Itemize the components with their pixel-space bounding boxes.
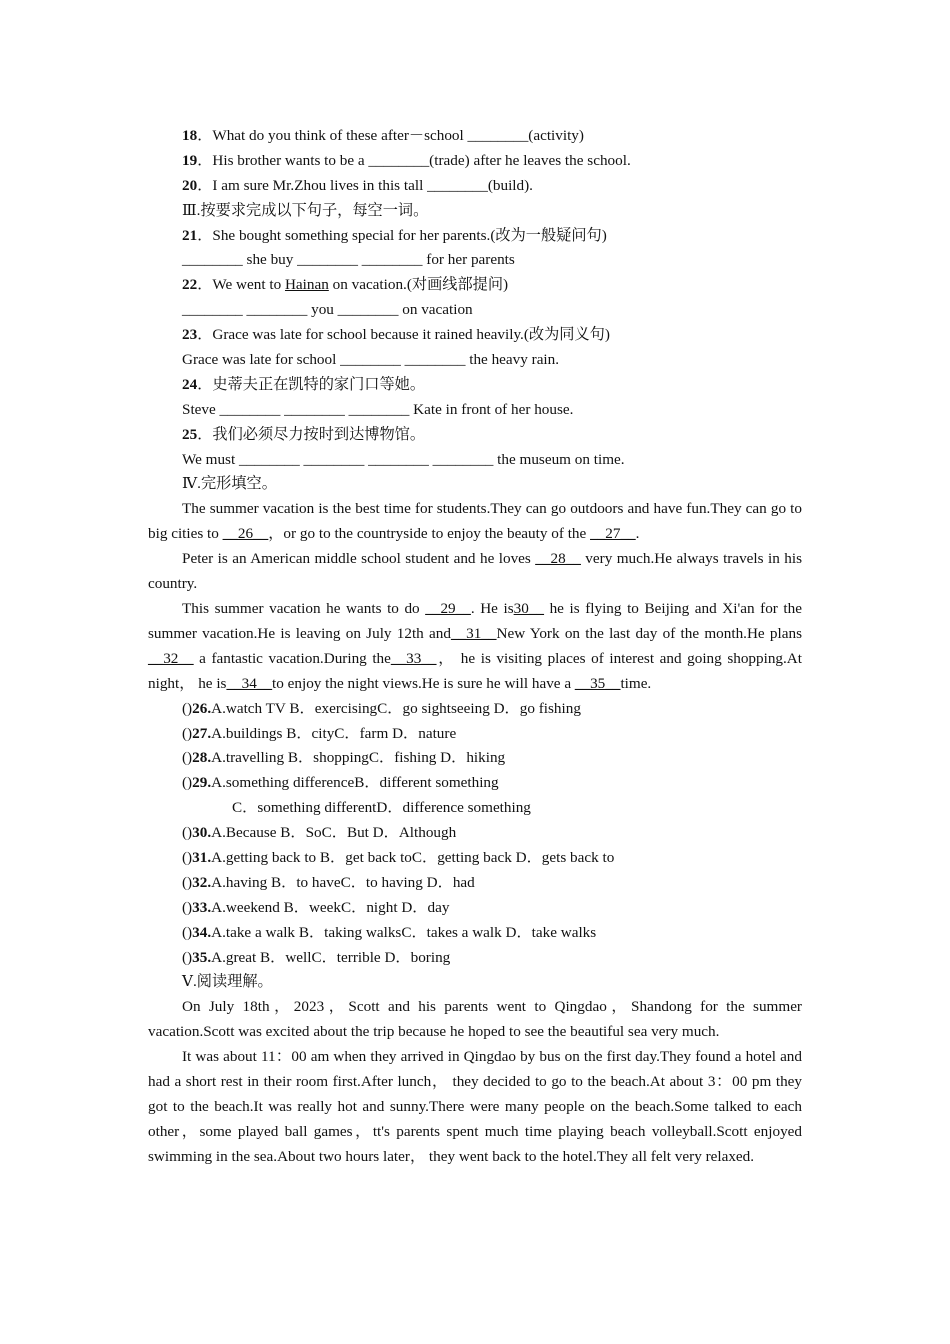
blank-34: __34__: [226, 674, 273, 692]
section-5-heading: Ⅴ.阅读理解。: [182, 973, 273, 991]
answer-line-23: Grace was late for school ________ ________ the heavy rain.: [182, 351, 560, 369]
section-3-heading: Ⅲ.按要求完成以下句子，每空一词。: [182, 201, 429, 219]
blank-30: 30__: [513, 599, 544, 617]
question-23: 23．Grace was late for school because it rained heavily.(改为同义句): [182, 326, 610, 344]
choice-26: ()26.A.watch TV B．exercisingC．go sightseeing D．go fishing: [182, 699, 581, 717]
question-19: 19．His brother wants to be a ________(trade) after he leaves the school.: [182, 151, 631, 169]
blank-33: __33__: [390, 649, 437, 667]
answer-line-24: Steve ________ ________ ________ Kate in front of her house.: [182, 400, 574, 418]
answer-line-21: ________ she buy ________ ________ for her parents: [182, 251, 515, 269]
choice-34: ()34.A.take a walk B．taking walksC．takes a walk D．take walks: [182, 923, 597, 941]
question-22: 22．We went to Hainan on vacation.(对画线部提问): [182, 276, 509, 294]
choice-33: ()33.A.weekend B．weekC．night D．day: [182, 898, 450, 916]
blank-27: __27__: [590, 525, 636, 543]
answer-line-25: We must ________ ________ ________ ________ the museum on time.: [182, 450, 625, 468]
cloze-paragraph-3: This summer vacation he wants to do __29__. He is30__ he is flying to Beijing and Xi'an for the summer vacation.He is leaving on July 12th and__31__New York on the last day of the month.He plans __32__ a fantastic vacation.During the__33__， he is visiting places of interest and going shopping.At night， he is__34__to enjoy the night views.He is sure he will have a __35__time.: [148, 599, 802, 692]
blank-28: __28__: [535, 550, 581, 568]
worksheet-page: [148, 124, 802, 1170]
question-18: 18．What do you think of these after－school ________(activity): [182, 127, 584, 144]
blank-35: __35__: [574, 674, 621, 692]
reading-paragraph-1: On July 18th，2023，Scott and his parents went to Qingdao，Shandong for the summer vacation.Scott was excited about the trip because he hoped to see the beautiful sea very much.: [148, 998, 802, 1041]
blank-29: __29__: [425, 599, 471, 617]
cloze-paragraph-2: Peter is an American middle school student and he loves __28__ very much.He always travels in his country.: [148, 550, 802, 593]
question-21: 21．She bought something special for her parents.(改为一般疑问句): [182, 226, 607, 244]
answer-line-22: ________ ________ you ________ on vacation: [182, 301, 473, 319]
blank-32: __32__: [148, 649, 194, 667]
choice-28: ()28.A.travelling B．shoppingC．fishing D．hiking: [182, 749, 506, 767]
question-24: 24．史蒂夫正在凯特的家门口等她。: [182, 375, 425, 393]
question-20: 20．I am sure Mr.Zhou lives in this tall ________(build).: [182, 176, 533, 194]
underlined-word: Hainan: [284, 276, 329, 294]
choice-31: ()31.A.getting back to B．get back toC．getting back D．gets back to: [182, 848, 615, 866]
section-4-heading: Ⅳ.完形填空。: [182, 475, 277, 493]
question-25: 25．我们必须尽力按时到达博物馆。: [182, 425, 425, 443]
choice-32: ()32.A.having B．to haveC．to having D．had: [182, 873, 475, 891]
reading-paragraph-2: It was about 11：00 am when they arrived in Qingdao by bus on the first day.They found a hotel and had a short rest in their room first.After lunch， they decided to go to the beach.At about 3：00 pm they got to the beach.It was really hot and sunny.There were many people on the beach.Some talked to each other，some played ball games，tt's parents spent much time playing beach volleyball.Scott enjoyed swimming in the sea.About two hours later， they went back to the hotel.They all felt very relaxed.: [148, 1048, 802, 1165]
choice-35: ()35.A.great B．wellC．terrible D．boring: [182, 948, 451, 966]
choice-27: ()27.A.buildings B．cityC．farm D．nature: [182, 724, 457, 742]
blank-31: __31__: [450, 624, 497, 642]
choice-30: ()30.A.Because B．SoC．But D．Although: [182, 824, 457, 842]
choice-29: ()29.A.something differenceB．different something: [182, 774, 499, 792]
blank-26: __26__: [222, 525, 269, 543]
choice-29-continued: C．something differentD．difference something: [232, 799, 531, 817]
cloze-paragraph-1: The summer vacation is the best time for students.They can go outdoors and have fun.They can go to big cities to __26__，or go to the countryside to enjoy the beauty of the __27__.: [148, 500, 802, 543]
